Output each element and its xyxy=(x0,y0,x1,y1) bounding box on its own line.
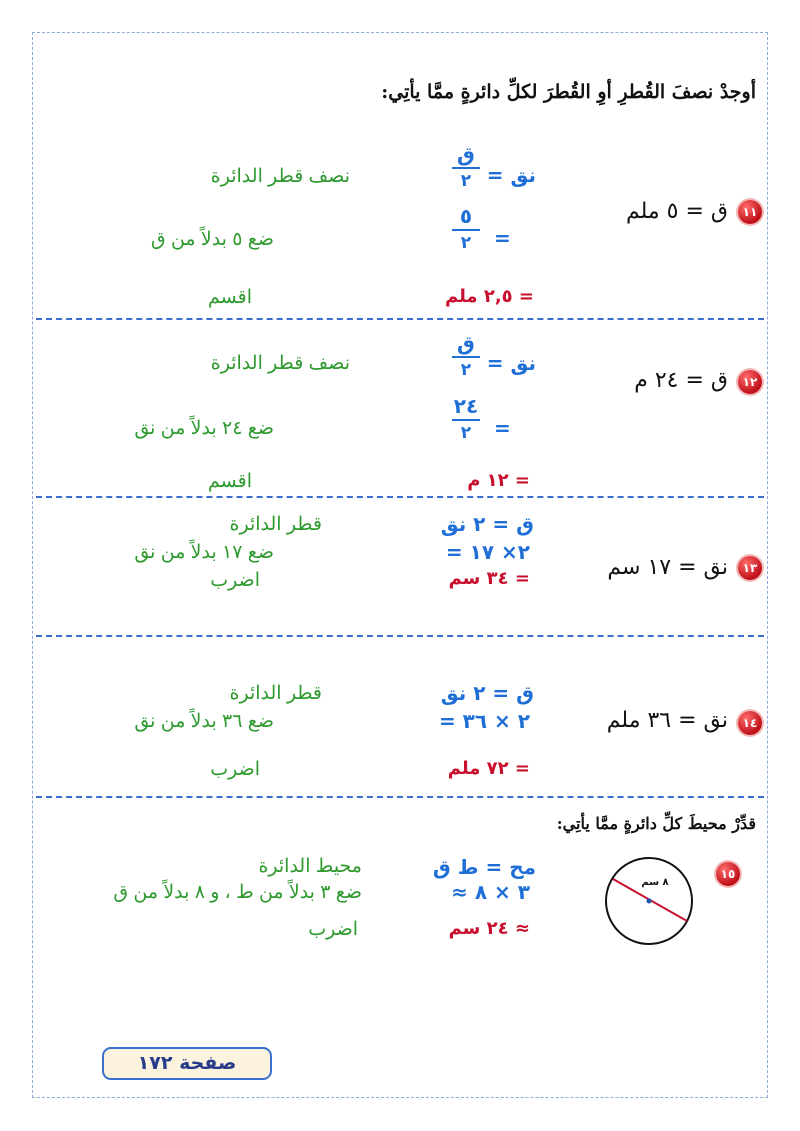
fraction-denominator: ٢ xyxy=(460,171,472,191)
page-number-box: صفحة ١٧٢ xyxy=(102,1047,272,1080)
step-note: ضع ٥ بدلاً من ق xyxy=(150,229,274,250)
section-divider xyxy=(36,635,764,637)
result: = ١٢ م xyxy=(467,470,530,491)
equation-step: ق = ٢ نق xyxy=(440,512,534,536)
fraction-numerator: ق xyxy=(457,142,475,166)
step-note: قطر الدائرة xyxy=(229,514,322,535)
fraction-numerator: ٢٤ xyxy=(453,394,479,418)
equation-step: ≈ ٣ × ٨ xyxy=(451,880,530,904)
given-value: نق = ٣٦ ملم xyxy=(606,708,728,733)
equation-step: ق = ٢ نق xyxy=(440,681,534,705)
problem-number-badge: ١٢ xyxy=(738,370,762,394)
equals-sign: = xyxy=(494,226,511,250)
section-divider xyxy=(36,496,764,498)
step-note: قطر الدائرة xyxy=(229,683,322,704)
step-note: نصف قطر الدائرة xyxy=(210,353,350,374)
step-note: ضع ٣ بدلاً من ط ، و ٨ بدلاً من ق xyxy=(113,882,362,903)
fraction-numerator: ق xyxy=(457,331,475,355)
problem-number-badge: ١٣ xyxy=(738,556,762,580)
given-value: نق = ١٧ سم xyxy=(607,555,728,580)
step-note: اضرب xyxy=(308,919,358,940)
fraction xyxy=(446,143,486,191)
given-value: ق = ٥ ملم xyxy=(625,199,728,224)
circle-center xyxy=(647,899,652,904)
step-note: ضع ٢٤ بدلاً من نق xyxy=(134,418,274,439)
step-note: اضرب xyxy=(210,759,260,780)
section-divider xyxy=(36,796,764,798)
fraction-denominator: ٢ xyxy=(460,423,472,443)
fraction-numerator: ٥ xyxy=(459,204,473,228)
fraction-denominator: ٢ xyxy=(460,360,472,380)
equation-step: مح = ط ق xyxy=(432,855,536,879)
section-divider xyxy=(36,318,764,320)
step-note: ضع ١٧ بدلاً من نق xyxy=(134,542,274,563)
circle-figure xyxy=(603,855,697,949)
fraction-denominator: ٢ xyxy=(460,233,472,253)
equation-lhs: نق = xyxy=(486,351,536,375)
step-note: اضرب xyxy=(210,570,260,591)
fraction-bar xyxy=(452,167,480,169)
fraction xyxy=(446,395,486,443)
problem-number-badge: ١١ xyxy=(738,200,762,224)
equation-step: = ٢× ١٧ xyxy=(445,540,530,564)
result: = ٧٢ ملم xyxy=(447,758,530,779)
result: = ٢,٥ ملم xyxy=(444,286,534,307)
given-value: ق = ٢٤ م xyxy=(634,368,728,393)
equation-step: = ٢ × ٣٦ xyxy=(438,709,530,733)
equation-lhs: نق = xyxy=(486,163,536,187)
diameter-label: ٨ سم xyxy=(641,877,669,888)
fraction-bar xyxy=(452,356,480,358)
step-note: ضع ٣٦ بدلاً من نق xyxy=(134,711,274,732)
section-heading: أوجدْ نصفَ القُطرِ أوِ القُطرَ لكلِّ دائرةٍ ممَّا يأتِي: xyxy=(381,81,756,103)
result: ≈ ٢٤ سم xyxy=(448,918,530,939)
equals-sign: = xyxy=(494,416,511,440)
step-note: محيط الدائرة xyxy=(258,856,362,877)
fraction xyxy=(446,205,486,253)
fraction xyxy=(446,332,486,380)
step-note: اقسم xyxy=(208,287,252,308)
section-subheading: قدِّرْ محيطَ كلِّ دائرةٍ ممَّا يأتِي: xyxy=(556,814,756,833)
problem-number-badge: ١٥ xyxy=(716,862,740,886)
step-note: اقسم xyxy=(208,471,252,492)
result: = ٣٤ سم xyxy=(448,568,530,589)
step-note: نصف قطر الدائرة xyxy=(210,166,350,187)
problem-number-badge: ١٤ xyxy=(738,711,762,735)
fraction-bar xyxy=(452,419,480,421)
fraction-bar xyxy=(452,229,480,231)
